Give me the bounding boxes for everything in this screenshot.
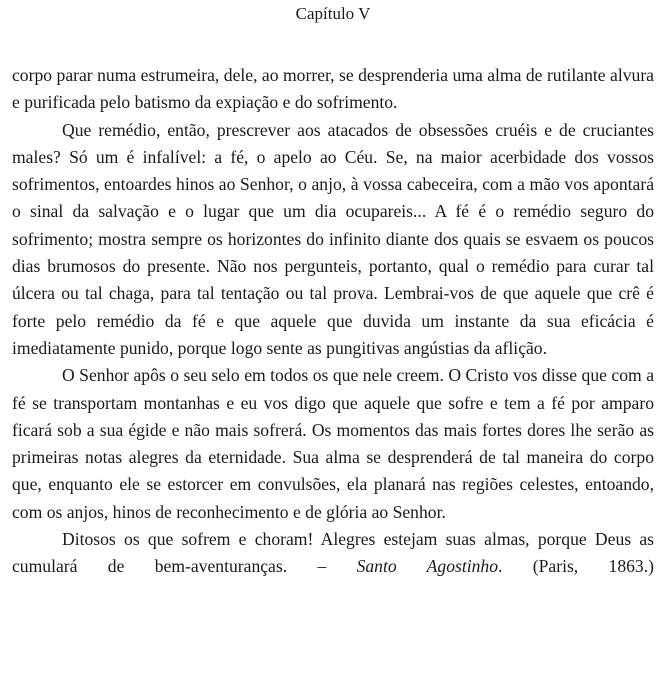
- paragraph-seal-of-lord: O Senhor apôs o seu selo em todos os que nele creem. O Cristo vos disse que com a fé se transportam montanhas e eu vos digo que aquele que sofre e tem a fé por amparo ficará sob a sua égide e não mais sofrerá. Os momentos das mais fortes dores lhe serão as primeiras notas alegres da eternidade. Sua alma se desprenderá de tal maneira do corpo que, enquanto ele se estorcer em convulsões, ela planará nas regiões celestes, entoando, com os anjos, hinos de reconhecimento e de glória ao Senhor.: [12, 365, 654, 522]
- source-citation: . (Paris, 1863.): [498, 556, 654, 577]
- closing-sentence: Ditosos os que sofrem e choram! Alegres estejam suas almas, porque Deus as cumulará de bem-aventuranças.: [12, 529, 654, 577]
- body-text: [12, 62, 654, 581]
- paragraph-blessed-sufferers: [12, 526, 654, 581]
- author-name: Santo Agostinho: [356, 556, 499, 577]
- book-page: [12, 0, 654, 581]
- paragraph-continuation: corpo parar numa estrumeira, dele, ao morrer, se desprenderia uma alma de rutilante alvura e purificada pelo batismo da expiação e do sofrimento.: [12, 65, 654, 113]
- chapter-running-head: Capítulo V: [295, 4, 371, 23]
- paragraph-remedy-faith: Que remédio, então, prescrever aos atacados de obsessões cruéis e de cruciantes males? Só um é infalível: a fé, o apelo ao Céu. Se, na maior acerbidade dos vossos sofrimentos, entoardes hinos ao Senhor, o anjo, à vossa cabeceira, com a mão vos apontará o sinal da salvação e o lugar que um dia ocupareis... A fé é o remédio seguro do sofrimento; mostra sempre os horizontes do infinito diante dos quais se esvaem os poucos dias brumosos do presente. Não nos pergunteis, portanto, qual o remédio para curar tal úlcera ou tal chaga, para tal tentação ou tal prova. Lembrai-vos de que aquele que crê é forte pelo remédio da fé e que aquele que duvida um instante da sua eficácia é imediatamente punido, porque logo sente as pungitivas angústias da aflição.: [12, 119, 654, 358]
- attribution-dash: –: [287, 556, 357, 577]
